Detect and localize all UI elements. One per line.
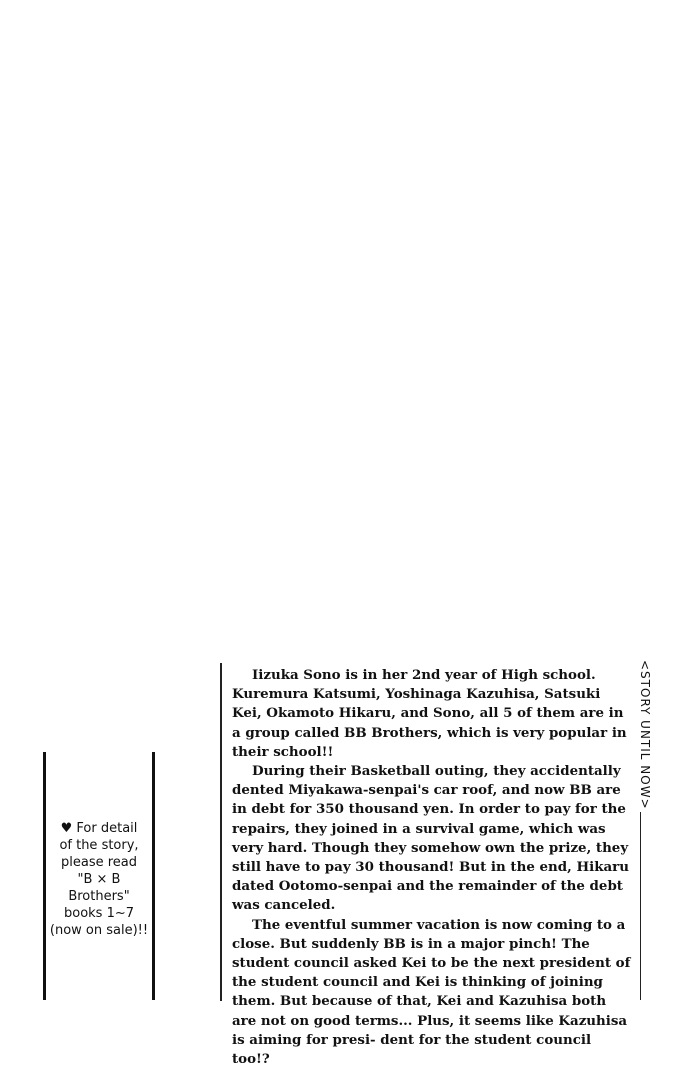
note-line-4: "B × B	[77, 872, 121, 887]
note-line-2: of the story,	[59, 838, 139, 853]
heart-icon: ♥	[60, 821, 73, 836]
note-line-6: books 1~7	[63, 906, 135, 921]
story-paragraph-2: During their Basketball outing, they accidentally dented Miyakawa-senpai's car roof, and now BB are in debt for 350 thousand yen. In order to pay for the repairs, they joined in a survival game, which was very hard. Though they somehow own the prize, they still have to pay 30 thousand! But in the end, Hikaru dated Ootomo-senpai and the remainder of the debt was canceled.	[232, 763, 629, 914]
sidebar-note	[46, 820, 152, 939]
story-heading: <STORY UNTIL NOW>	[638, 660, 652, 810]
story-right-rule	[640, 812, 641, 1000]
note-line-7: (now on sale)!!	[49, 923, 149, 938]
note-line-1	[46, 820, 152, 837]
note-line-5: Brothers"	[68, 889, 130, 904]
note-line-3: please read	[60, 855, 137, 870]
note-line-1-text: For detail	[76, 821, 138, 836]
story-paragraph-3: The eventful summer vacation is now coming to a close. But suddenly BB is in a major pinch! The student council asked Kei to be the next president of the student council and Kei is thinking of joining them. But because of that, Kei and Kazuhisa both are not on good terms... Plus, it seems like Kazuhisa is aiming for presi- dent for the student council too!?	[232, 916, 631, 1068]
story-paragraph-1: Iizuka Sono is in her 2nd year of High school. Kuremura Katsumi, Yoshinaga Kazuhisa, Satsuki Kei, Okamoto Hikaru, and Sono, all 5 of them are in a group called BB Brothers, which is very popular in their school!!	[232, 667, 627, 760]
story-left-rule	[220, 663, 222, 1001]
story-text	[232, 666, 632, 1069]
